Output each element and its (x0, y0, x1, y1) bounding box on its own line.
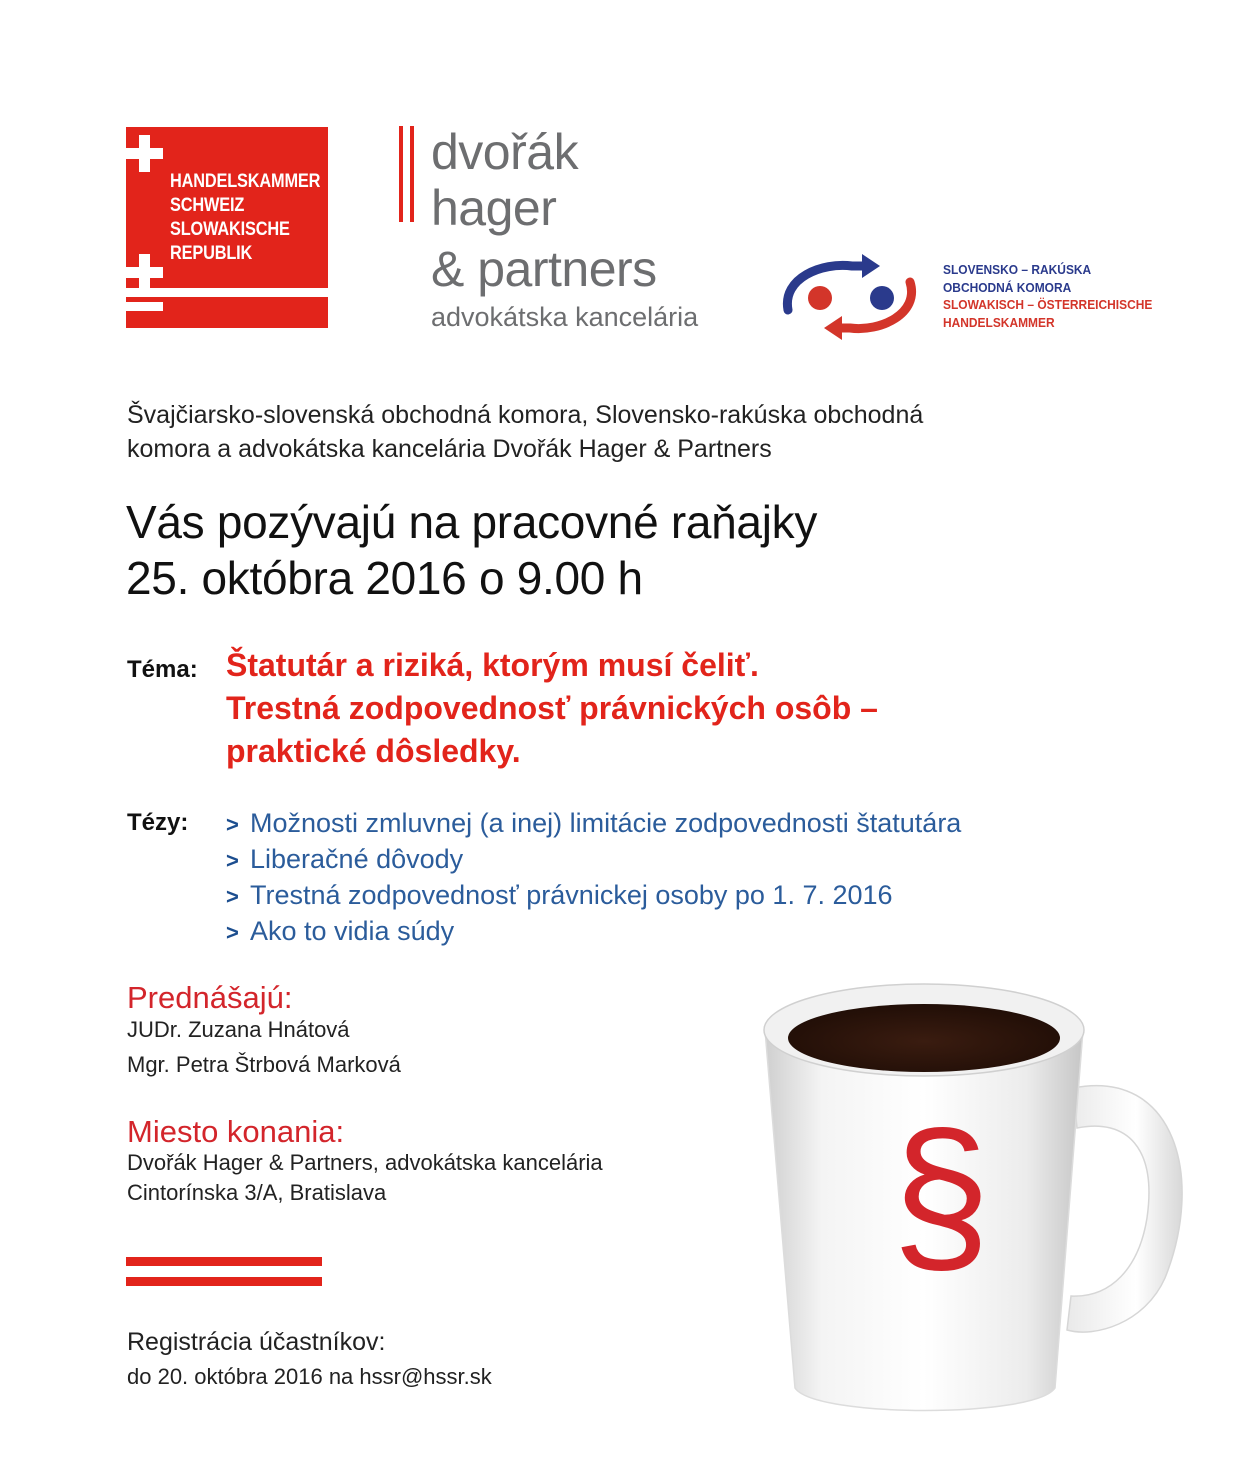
topic-title (226, 644, 878, 773)
hssr-line: SLOWAKISCHE (170, 219, 290, 240)
thesis-text: Ako to vidia súdy (250, 916, 455, 946)
lecturer-name: Mgr. Petra Štrbová Marková (127, 1052, 401, 1077)
list-item (226, 842, 961, 878)
chevron-right-icon: > (226, 848, 239, 873)
sroc-logo-text (943, 261, 1152, 331)
intro-line: Švajčiarsko-slovenská obchodná komora, Slovensko-rakúska obchodná (127, 401, 924, 429)
intro-line: komora a advokátska kancelária Dvořák Hager & Partners (127, 435, 772, 463)
theses-label: Tézy: (127, 809, 189, 836)
sroc-line: SLOWAKISCH – ÖSTERREICHISCHE (943, 297, 1153, 312)
coffee-surface (788, 1004, 1060, 1072)
dhp-logo (399, 126, 729, 336)
headline-line: Vás pozývajú na pracovné raňajky (126, 496, 818, 548)
list-item (226, 878, 961, 914)
venue-address (127, 1148, 603, 1208)
thesis-text: Trestná zodpovednosť právnickej osoby po 1. 7. 2016 (250, 880, 893, 910)
topic-label: Téma: (127, 656, 198, 683)
sroc-line: OBCHODNÁ KOMORA (943, 279, 1072, 295)
venue-heading: Miesto konania: (127, 1114, 345, 1149)
mug-handle (1067, 1086, 1182, 1332)
swiss-cross-bottom-vertical (139, 254, 150, 291)
venue-line: Dvořák Hager & Partners, advokátska kancelária (127, 1150, 603, 1175)
sroc-arrows-icon (782, 252, 922, 342)
decorative-stripes (126, 1257, 322, 1287)
hssr-line: SCHWEIZ (170, 195, 245, 216)
dhp-red-bar (410, 126, 414, 222)
hssr-logo (126, 127, 328, 328)
theses-list (226, 806, 961, 950)
dhp-word: hager (431, 180, 557, 236)
swiss-cross-top-vertical (139, 135, 150, 172)
lecturers-heading: Prednášajú: (127, 980, 293, 1015)
topic-line: praktické dôsledky. (226, 733, 521, 769)
stripe (126, 1257, 322, 1266)
page-title (126, 494, 1126, 606)
sroc-line: SLOVENSKO – RAKÚSKA (943, 262, 1092, 277)
sroc-logo (782, 252, 1202, 342)
thesis-text: Liberačné dôvody (250, 844, 464, 874)
sroc-line: HANDELSKAMMER (943, 314, 1055, 330)
dhp-subtitle: advokátska kancelária (431, 302, 699, 332)
dhp-red-bar (399, 126, 403, 222)
chevron-right-icon: > (226, 812, 239, 837)
list-item (226, 914, 961, 950)
hssr-line: HANDELSKAMMER (170, 171, 321, 192)
thesis-text: Možnosti zmluvnej (a inej) limitácie zodpovednosti štatutára (250, 808, 962, 838)
list-item (226, 806, 961, 842)
chevron-right-icon: > (226, 920, 239, 945)
hssr-logo-text (170, 170, 320, 266)
lecturer-name: JUDr. Zuzana Hnátová (127, 1017, 350, 1042)
paragraph-symbol-icon: § (891, 1095, 991, 1294)
chevron-right-icon: > (226, 884, 239, 909)
lecturers-list (127, 1012, 401, 1082)
topic-line: Trestná zodpovednosť právnických osôb – (226, 690, 878, 726)
registration-detail: do 20. októbra 2016 na hssr@hssr.sk (127, 1364, 492, 1389)
equals-bar-bottom (126, 302, 163, 311)
registration-heading: Registrácia účastníkov: (127, 1328, 386, 1356)
dhp-word: dvořák (431, 124, 579, 180)
intro-text (127, 398, 1127, 466)
equals-bar-top (126, 288, 328, 297)
hssr-line: REPUBLIK (170, 243, 253, 264)
coffee-mug-illustration (755, 978, 1195, 1428)
topic-line: Štatutár a riziká, ktorým musí čeliť. (226, 647, 759, 683)
dhp-word: & partners (431, 241, 657, 297)
stripe (126, 1277, 322, 1286)
venue-line: Cintorínska 3/A, Bratislava (127, 1180, 387, 1205)
headline-date: 25. októbra 2016 o 9.00 h (126, 552, 643, 604)
